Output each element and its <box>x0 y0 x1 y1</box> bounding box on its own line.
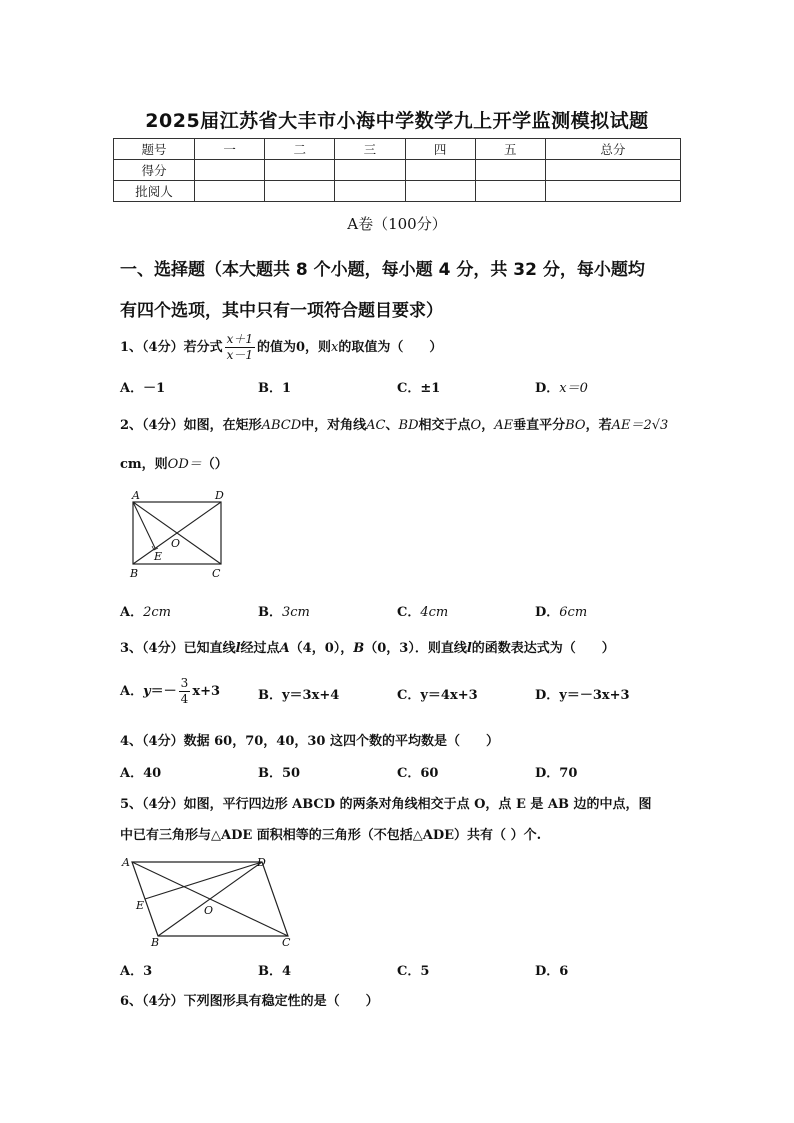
q2-option-b-value: 3cm <box>282 605 310 620</box>
q3-option-d-value: y＝－3x+3 <box>559 688 630 703</box>
q2-option-b-label: B． <box>258 605 282 620</box>
question-2-line2 <box>120 453 228 472</box>
q3-option-a[interactable] <box>120 676 220 707</box>
q4-option-c[interactable]: C．60 <box>397 766 439 781</box>
q2-option-d[interactable] <box>535 597 587 620</box>
q1-option-d[interactable] <box>535 377 588 396</box>
table-row <box>114 181 681 202</box>
q1-option-d-math: x＝0 <box>559 381 588 396</box>
table-cell <box>405 160 475 181</box>
q3-option-a-den: 4 <box>180 692 189 706</box>
q2-label-e: E <box>154 550 163 563</box>
q2-ae: AE <box>494 418 514 433</box>
q2-option-c-label: C． <box>397 605 421 620</box>
table-cell: 四 <box>405 139 475 160</box>
q2-od: OD＝ <box>167 457 202 472</box>
q3-option-c-label: C． <box>397 688 421 703</box>
q2-label-o: O <box>171 537 181 550</box>
section-a-heading: A卷（100分） <box>347 215 447 233</box>
table-cell <box>195 160 265 181</box>
question-4: 4、（4分）数据 60，70，40，30 这四个数的平均数是（ ） <box>120 734 500 749</box>
q5-option-d[interactable]: D．6 <box>535 964 569 979</box>
table-cell: 总分 <box>545 139 680 160</box>
q2-text-d: 垂直平分 <box>513 418 566 433</box>
table-cell: 二 <box>265 139 335 160</box>
part1-heading-line1: 一、选择题（本大题共 8 个小题，每小题 4 分，共 32 分，每小题均 <box>120 260 645 280</box>
q2-text-c: 相交于点 <box>418 418 471 433</box>
q3-point-b: B <box>353 641 365 656</box>
part1-heading-line2: 有四个选项，其中只有一项符合题目要求） <box>120 301 443 321</box>
q3-text-b: 经过点 <box>240 641 280 656</box>
q3-l: l <box>235 641 241 656</box>
q1-numerator: x＋1 <box>226 332 253 346</box>
q2-abcd: ABCD <box>261 418 302 433</box>
q5-option-a[interactable]: A．3 <box>120 964 153 979</box>
table-cell <box>335 160 405 181</box>
q3-option-b-value: y＝3x+4 <box>282 688 340 703</box>
q5-label-e: E <box>136 899 145 912</box>
q2-option-c-value: 4cm <box>420 605 449 620</box>
q2-option-b[interactable] <box>258 597 310 620</box>
table-row <box>114 139 681 160</box>
q5-label-o: O <box>204 904 214 917</box>
q1-option-d-label: D． <box>535 381 560 396</box>
question-1 <box>120 332 442 363</box>
q3-option-a-label: A． <box>120 684 144 699</box>
q3-option-a-y: y <box>143 684 151 699</box>
q3-option-d[interactable] <box>535 684 630 703</box>
table-cell <box>265 160 335 181</box>
question-2-line1 <box>120 414 668 433</box>
q1-denominator: x－1 <box>226 348 253 362</box>
q5-option-b[interactable]: B．4 <box>258 964 292 979</box>
q2-bo: BO <box>565 418 586 433</box>
page-title: 2025届江苏省大丰市小海中学数学九上开学监测模拟试题 <box>145 110 649 132</box>
q2-comma: ， <box>481 418 495 433</box>
q2-text-f: cm，则 <box>120 457 168 472</box>
table-cell: 题号 <box>114 139 195 160</box>
q3-option-b[interactable] <box>258 684 339 703</box>
q2-option-a-label: A． <box>120 605 144 620</box>
q3-option-a-post: x+3 <box>192 684 221 699</box>
q2-option-c[interactable] <box>397 597 448 620</box>
q3-option-a-eq: ＝－ <box>150 684 177 699</box>
q2-option-a[interactable] <box>120 597 171 620</box>
q2-ae-value: AE＝2√3 <box>611 418 669 433</box>
table-cell <box>475 160 545 181</box>
score-table <box>113 138 681 202</box>
q3-text-a: 3、（4分）已知直线 <box>120 641 236 656</box>
q5-label-a: A <box>122 856 130 869</box>
q2-sep: 、 <box>385 418 399 433</box>
q3-point-a: A <box>279 641 290 656</box>
table-cell <box>405 181 475 202</box>
table-cell <box>475 181 545 202</box>
q3-option-a-num: 3 <box>180 676 189 690</box>
q3-point-b-coord: （0，3）．则直线 <box>364 641 467 656</box>
q2-rectangle-figure <box>124 490 234 580</box>
table-cell: 批阅人 <box>114 181 195 202</box>
table-cell: 五 <box>475 139 545 160</box>
table-cell: 一 <box>195 139 265 160</box>
q1-var: x <box>331 340 339 355</box>
question-5-line2: 中已有三角形与△ADE 面积相等的三角形（不包括△ADE）共有（ ）个. <box>120 828 542 843</box>
table-cell: 三 <box>335 139 405 160</box>
table-cell <box>335 181 405 202</box>
q3-option-b-label: B． <box>258 688 282 703</box>
q1-mid: 的值为0，则 <box>257 340 332 355</box>
q3-option-a-fraction <box>179 676 191 707</box>
q5-label-b: B <box>151 936 160 949</box>
question-5-line1: 5、（4分）如图，平行四边形 ABCD 的两条对角线相交于点 O，点 E 是 AB 边的中点，图 <box>120 797 652 812</box>
q2-text-g: （） <box>201 457 228 472</box>
table-cell <box>195 181 265 202</box>
q2-text-a: 2、（4分）如图，在矩形 <box>120 418 262 433</box>
q1-option-c[interactable]: C．±1 <box>397 381 441 396</box>
q3-text-c: 的函数表达式为（ ） <box>471 641 615 656</box>
q2-text-e: ，若 <box>585 418 612 433</box>
q2-label-a: A <box>132 490 140 502</box>
q5-diagonal-bd <box>158 862 262 936</box>
q2-option-d-label: D． <box>535 605 560 620</box>
q2-label-b: B <box>130 567 139 580</box>
table-cell: 得分 <box>114 160 195 181</box>
q4-option-d[interactable]: D．70 <box>535 766 578 781</box>
question-6: 6、（4分）下列图形具有稳定性的是（ ） <box>120 994 379 1009</box>
q3-option-d-label: D． <box>535 688 560 703</box>
q4-option-b[interactable]: B．50 <box>258 766 301 781</box>
q5-segment-de <box>145 862 262 899</box>
table-cell <box>265 181 335 202</box>
q1-fraction <box>225 332 255 363</box>
q2-segment-ae <box>133 502 155 548</box>
q2-option-a-value: 2cm <box>143 605 171 620</box>
q1-suffix: 的取值为（ ） <box>338 340 443 355</box>
q2-ac: AC <box>366 418 386 433</box>
q2-label-d: D <box>215 490 224 502</box>
table-row <box>114 160 681 181</box>
question-3 <box>120 637 615 656</box>
q3-option-c-value: y＝4x+3 <box>420 688 478 703</box>
q2-option-d-value: 6cm <box>559 605 588 620</box>
q2-label-c: C <box>212 567 221 580</box>
q2-text-b: 中，对角线 <box>301 418 367 433</box>
q5-label-c: C <box>282 936 291 949</box>
q1-option-b[interactable]: B．1 <box>258 381 292 396</box>
table-cell <box>545 181 680 202</box>
table-cell <box>545 160 680 181</box>
q1-prefix: 1、（4分）若分式 <box>120 340 223 355</box>
q5-label-d: D <box>257 856 266 869</box>
q3-option-c[interactable] <box>397 684 478 703</box>
q1-option-a[interactable]: A．－1 <box>120 381 166 396</box>
q3-point-a-coord: （4，0）， <box>289 641 354 656</box>
q2-bd: BD <box>398 418 419 433</box>
q5-option-c[interactable]: C．5 <box>397 964 430 979</box>
q4-option-a[interactable]: A．40 <box>120 766 162 781</box>
q5-parallelogram-figure <box>118 852 298 952</box>
q3-l-2: l <box>466 641 472 656</box>
q2-o: O <box>470 418 482 433</box>
